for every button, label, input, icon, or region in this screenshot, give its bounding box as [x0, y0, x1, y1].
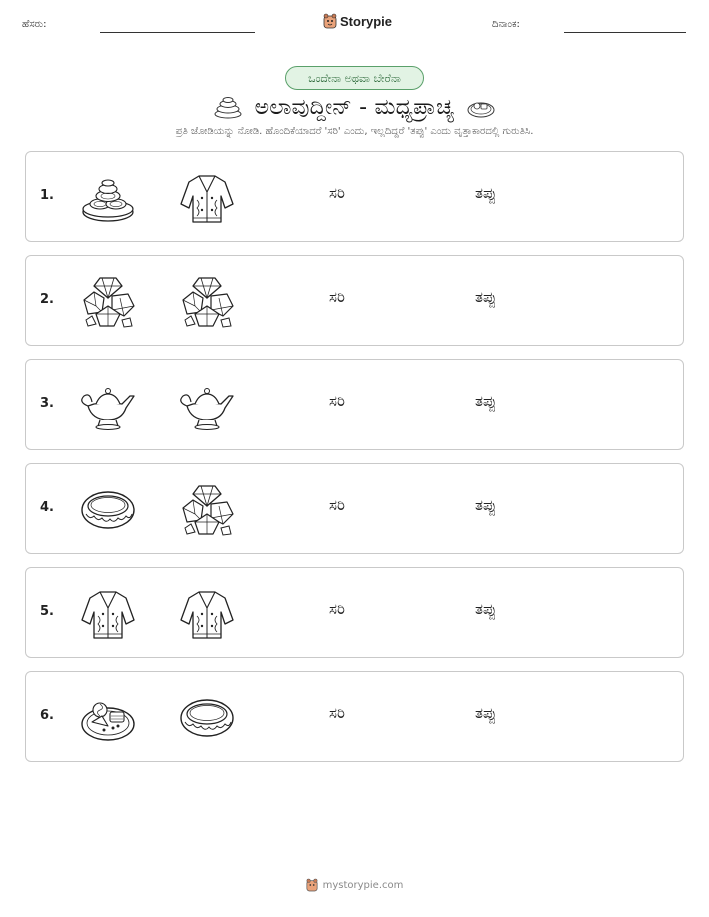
page-title: ಅಲಾವುದ್ದೀನ್ - ಮಧ್ಯಪ್ರಾಚ್ಯ — [254, 94, 455, 120]
magic-lamp-icon — [179, 378, 235, 434]
robe-icon — [179, 586, 235, 642]
name-line[interactable] — [100, 32, 255, 33]
magic-lamp-icon — [80, 378, 136, 434]
question-number: 4. — [40, 500, 54, 515]
date-line[interactable] — [564, 32, 686, 33]
brand-name: Storypie — [340, 13, 393, 29]
true-option[interactable]: ಸರಿ — [329, 704, 345, 722]
activity-badge: ಒಂದೇನಾ ಅಥವಾ ಬೇರೆನಾ — [285, 66, 424, 90]
false-option[interactable]: ತಪ್ಪು — [475, 392, 497, 410]
question-row — [25, 151, 684, 242]
question-number: 1. — [40, 188, 54, 203]
bangle-icon — [179, 690, 235, 746]
true-option[interactable]: ಸರಿ — [329, 288, 345, 306]
coins-pile-icon — [80, 170, 136, 226]
footer-url: mystorypie.com — [322, 879, 404, 891]
date-label: ದಿನಾಂಕ: — [492, 19, 520, 30]
food-platter-icon — [80, 690, 136, 746]
worksheet-header — [0, 0, 709, 40]
gems-pile-icon — [80, 274, 136, 330]
false-option[interactable]: ತಪ್ಪು — [475, 600, 497, 618]
robe-icon — [179, 170, 235, 226]
robe-icon — [80, 586, 136, 642]
storypie-mascot-icon — [323, 13, 337, 29]
storypie-mascot-icon — [306, 878, 318, 892]
gems-pile-icon — [179, 482, 235, 538]
false-option[interactable]: ತಪ್ಪು — [475, 288, 497, 306]
brand-logo — [323, 13, 392, 29]
question-row — [25, 671, 684, 762]
gems-pile-icon — [179, 274, 235, 330]
false-option[interactable]: ತಪ್ಪು — [475, 704, 497, 722]
coins-pile-icon — [213, 95, 243, 119]
instructions: ಪ್ರತಿ ಜೋಡಿಯನ್ನು ನೋಡಿ. ಹೊಂದಿಕೆಯಾದರೆ 'ಸರಿ' ಎಂದು, ಇಲ್ಲದಿದ್ದರೆ 'ತಪ್ಪು' ಎಂದು ವೃತ್ತಾಕಾರದಲ್ಲಿ ಗುರುತಿಸಿ. — [175, 126, 534, 137]
name-label: ಹೆಸರು: — [22, 19, 47, 30]
question-number: 2. — [40, 292, 54, 307]
question-row — [25, 567, 684, 658]
question-number: 5. — [40, 604, 54, 619]
food-platter-icon — [466, 95, 496, 119]
false-option[interactable]: ತಪ್ಪು — [475, 496, 497, 514]
question-row — [25, 359, 684, 450]
true-option[interactable]: ಸರಿ — [329, 184, 345, 202]
footer — [0, 878, 709, 892]
question-row — [25, 463, 684, 554]
bangle-icon — [80, 482, 136, 538]
question-number: 6. — [40, 708, 54, 723]
false-option[interactable]: ತಪ್ಪು — [475, 184, 497, 202]
true-option[interactable]: ಸರಿ — [329, 600, 345, 618]
title-row — [0, 92, 709, 122]
question-row — [25, 255, 684, 346]
true-option[interactable]: ಸರಿ — [329, 392, 345, 410]
true-option[interactable]: ಸರಿ — [329, 496, 345, 514]
question-number: 3. — [40, 396, 54, 411]
